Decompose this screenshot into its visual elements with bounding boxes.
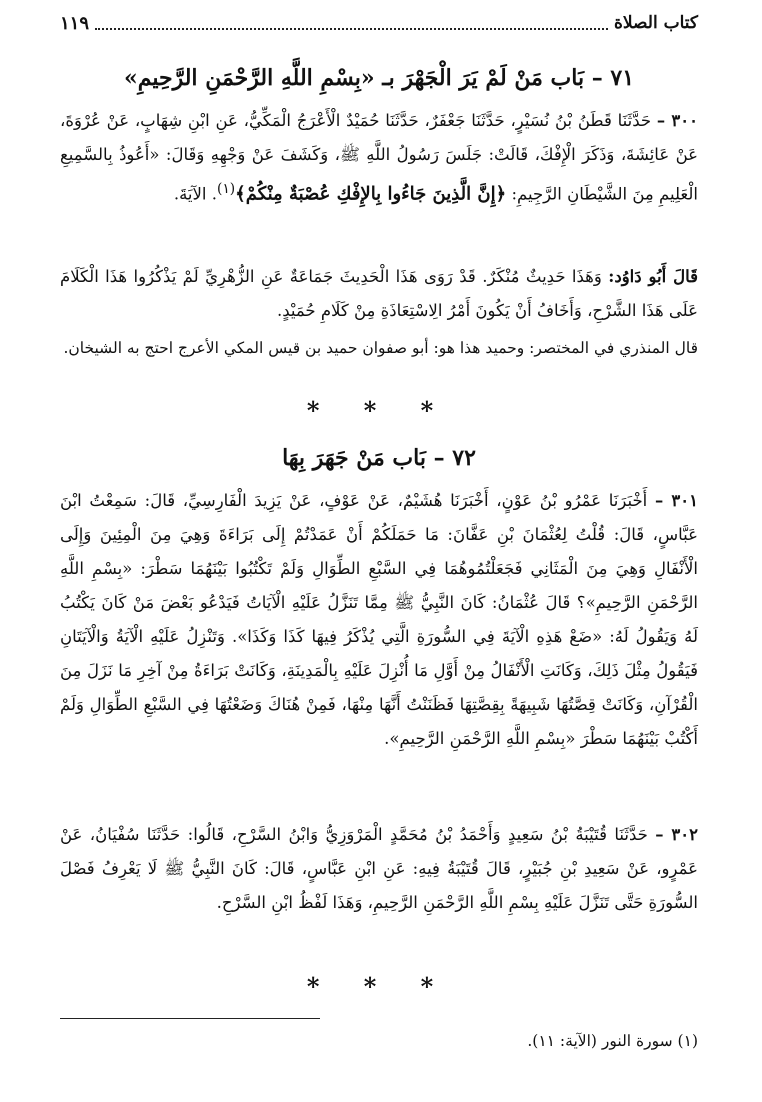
footnote-separator [60,1018,320,1019]
footnote-marker: (١) [217,181,236,197]
section-divider: * * * [306,396,452,425]
section-divider-end: * * * [306,972,452,1001]
hadith-number: ٣٠٢ – [655,825,698,844]
hadith-number: ٣٠١ – [654,491,698,510]
quran-verse: ﴿إِنَّ الَّذِينَ جَاءُوا بِالإِفْكِ عُصْبَةٌ مِنْكُمْ﴾ [235,183,507,205]
footnote: (١) سورة النور (الآية: ١١). [527,1032,698,1050]
book-title: كتاب الصلاة [613,13,698,33]
mundhiri-note: قال المنذري في المختصر: وحميد هذا هو: أبو صفوان حميد بن قيس المكي الأعرج احتج به الشيخان. [63,339,698,357]
hadith-text: حَدَّثَنَا قُتَيْبَةُ بْنُ سَعِيدٍ وَأَحْمَدُ بْنُ مُحَمَّدٍ الْمَرْوَزِيُّ وَابْنُ السَّرْحِ، قَالُوا: حَدَّثَنَا سُفْيَانُ، عَنْ عَمْرٍو، عَنْ سَعِيدِ بْنِ جُبَيْرٍ، قَالَ قُتَيْبَةُ فِيهِ: عَنِ ابْنِ عَبَّاسٍ، قَالَ: كَانَ النَّبِيُّ ﷺ لَا يَعْرِفُ فَصْلَ السُّورَةِ حَتَّى تَنَزَّلَ عَلَيْهِ بِسْمِ اللَّهِ الرَّحْمَنِ الرَّحِيمِ، وَهَذَا لَفْظُ ابْنِ السَّرْحِ. [60,825,698,912]
comment-text: وَهَذَا حَدِيثٌ مُنْكَرٌ. قَدْ رَوَى هَذَا الْحَدِيثَ جَمَاعَةٌ عَنِ الزُّهْرِيِّ لَمْ يَذْكُرُوا هَذَا الْكَلَامَ عَلَى هَذَا الشَّرْحِ، وَأَخَافُ أَنْ يَكُونَ أَمْرُ الِاسْتِعَاذَةِ مِنْ كَلَامِ حُمَيْدٍ. [60,267,698,320]
hadith-number: ٣٠٠ – [656,111,698,130]
abu-dawud-comment [60,260,698,328]
page-number: ١١٩ [60,12,90,34]
hadith-tail: . الآيَةَ. [173,184,218,204]
commentator-label: قَالَ أَبُو دَاوُد: [608,267,698,286]
hadith-301 [60,484,698,756]
running-header [60,8,698,38]
chapter-72-heading: ٧٢ – بَاب مَنْ جَهَرَ بِهَا [282,445,476,471]
hadith-text: حَدَّثَنَا قَطَنُ بْنُ نُسَيْرٍ، حَدَّثَنَا جَعْفَرٌ، حَدَّثَنَا حُمَيْدٌ الْأَعْرَجُ الْمَكِّيُّ، عَنِ ابْنِ شِهَابٍ، عَنْ عُرْوَةَ، عَنْ عَائِشَةَ، وَذَكَرَ الْإِفْكَ، قَالَتْ: جَلَسَ رَسُولُ اللَّهِ ﷺ، وَكَشَفَ عَنْ وَجْهِهِ وَقَالَ: «أَعُوذُ بِالسَّمِيعِ الْعَلِيمِ مِنَ الشَّيْطَانِ الرَّجِيمِ: [60,111,698,204]
hadith-text: أَخْبَرَنَا عَمْرُو بْنُ عَوْنٍ، أَخْبَرَنَا هُشَيْمٌ، عَنْ عَوْفٍ، عَنْ يَزِيدَ الْفَارِسِيِّ، قَالَ: سَمِعْتُ ابْنَ عَبَّاسٍ، قَالَ: قُلْتُ لِعُثْمَانَ بْنِ عَفَّانَ: مَا حَمَلَكُمْ أَنْ عَمَدْتُمْ إِلَى بَرَاءَةَ وَهِيَ مِنَ الْمِئِينَ وَإِلَى الْأَنْفَالِ وَهِيَ مِنَ الْمَثَانِي فَجَعَلْتُمُوهُمَا فِي السَّبْعِ الطِّوَالِ وَلَمْ تَكْتُبُوا بَيْنَهُمَا سَطْرَ: «بِسْمِ اللَّهِ الرَّحْمَنِ الرَّحِيمِ»؟ قَالَ عُثْمَانُ: كَانَ النَّبِيُّ ﷺ مِمَّا تَنَزَّلُ عَلَيْهِ الْآيَاتُ فَيَدْعُو بَعْضَ مَنْ كَانَ يَكْتُبُ لَهُ وَيَقُولُ لَهُ: «ضَعْ هَذِهِ الْآيَةَ فِي السُّورَةِ الَّتِي يُذْكَرُ فِيهَا كَذَا وَكَذَا». وَتَنْزِلُ عَلَيْهِ الْآيَةُ وَالْآيَتَانِ فَيَقُولُ مِثْلَ ذَلِكَ، وَكَانَتِ الْأَنْفَالُ مِنْ أَوَّلِ مَا أُنْزِلَ عَلَيْهِ بِالْمَدِينَةِ، وَكَانَتْ بَرَاءَةُ مِنْ آخِرِ مَا نَزَلَ مِنَ الْقُرْآنِ، وَكَانَتْ قِصَّتُهَا شَبِيهَةً بِقِصَّتِهَا فَظَنَنْتُ أَنَّهَا مِنْهَا، فَمِنْ هُنَاكَ وَضَعْتُهَا فِي السَّبْعِ الطِّوَالِ وَلَمْ أَكْتُبْ بَيْنَهُمَا سَطْرَ «بِسْمِ اللَّهِ الرَّحْمَنِ الرَّحِيمِ». [60,491,698,748]
hadith-302 [60,818,698,920]
chapter-71-heading: ٧١ – بَاب مَنْ لَمْ يَرَ الْجَهْرَ بـ «بِسْمِ اللَّهِ الرَّحْمَنِ الرَّحِيمِ» [123,65,635,91]
hadith-300 [60,104,698,212]
dot-leader [95,16,608,30]
